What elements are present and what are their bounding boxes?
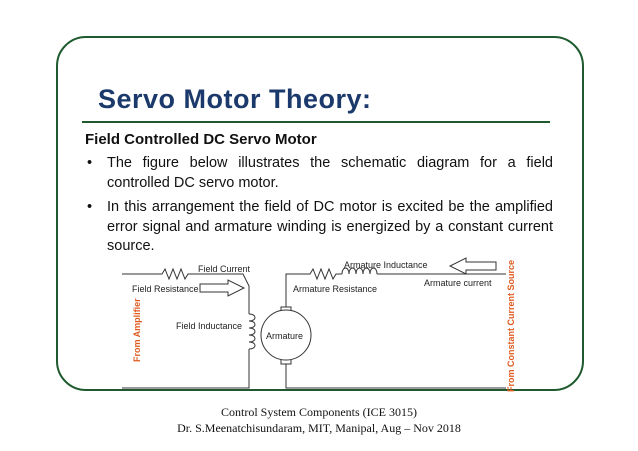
bullet-list	[85, 154, 553, 262]
field-resistance-label: Field Resistance	[132, 284, 199, 294]
servo-motor-schematic	[118, 252, 532, 394]
title-divider	[82, 121, 550, 123]
bullet-text: In this arrangement the field of DC motor is excited be the amplified error signal and armature winding is energized by a constant current source.	[107, 199, 553, 254]
bullet-item	[85, 198, 553, 257]
armature-inductance-label: Armature Inductance	[344, 260, 428, 270]
from-constant-current-source-label: From Constant Current Source	[506, 259, 516, 392]
slide-subtitle: Field Controlled DC Servo Motor	[85, 131, 317, 148]
footer-course: Control System Components (ICE 3015)	[221, 405, 417, 419]
field-inductance-coil	[249, 314, 255, 349]
bullet-glyph: •	[87, 199, 93, 215]
bullet-text: The figure below illustrates the schematic diagram for a field controlled DC servo motor.	[107, 155, 553, 191]
from-amplifier-label: From Amplifier	[132, 298, 142, 362]
field-current-label: Field Current	[198, 264, 251, 274]
bullet-item	[85, 154, 553, 193]
field-inductance-label: Field Inductance	[176, 321, 243, 331]
slide-title: Servo Motor Theory:	[98, 84, 372, 114]
armature-resistance-label: Armature Resistance	[293, 284, 378, 294]
armature-label: Armature	[266, 331, 304, 341]
armature-current-label: Armature current	[424, 278, 492, 288]
bullet-glyph: •	[87, 155, 93, 171]
armature-bottom-wire	[286, 362, 506, 388]
field-current-arrow	[200, 280, 244, 296]
footer-author: Dr. S.Meenatchisundaram, MIT, Manipal, Aug – Nov 2018	[177, 421, 461, 435]
armature-current-arrow	[450, 258, 496, 274]
